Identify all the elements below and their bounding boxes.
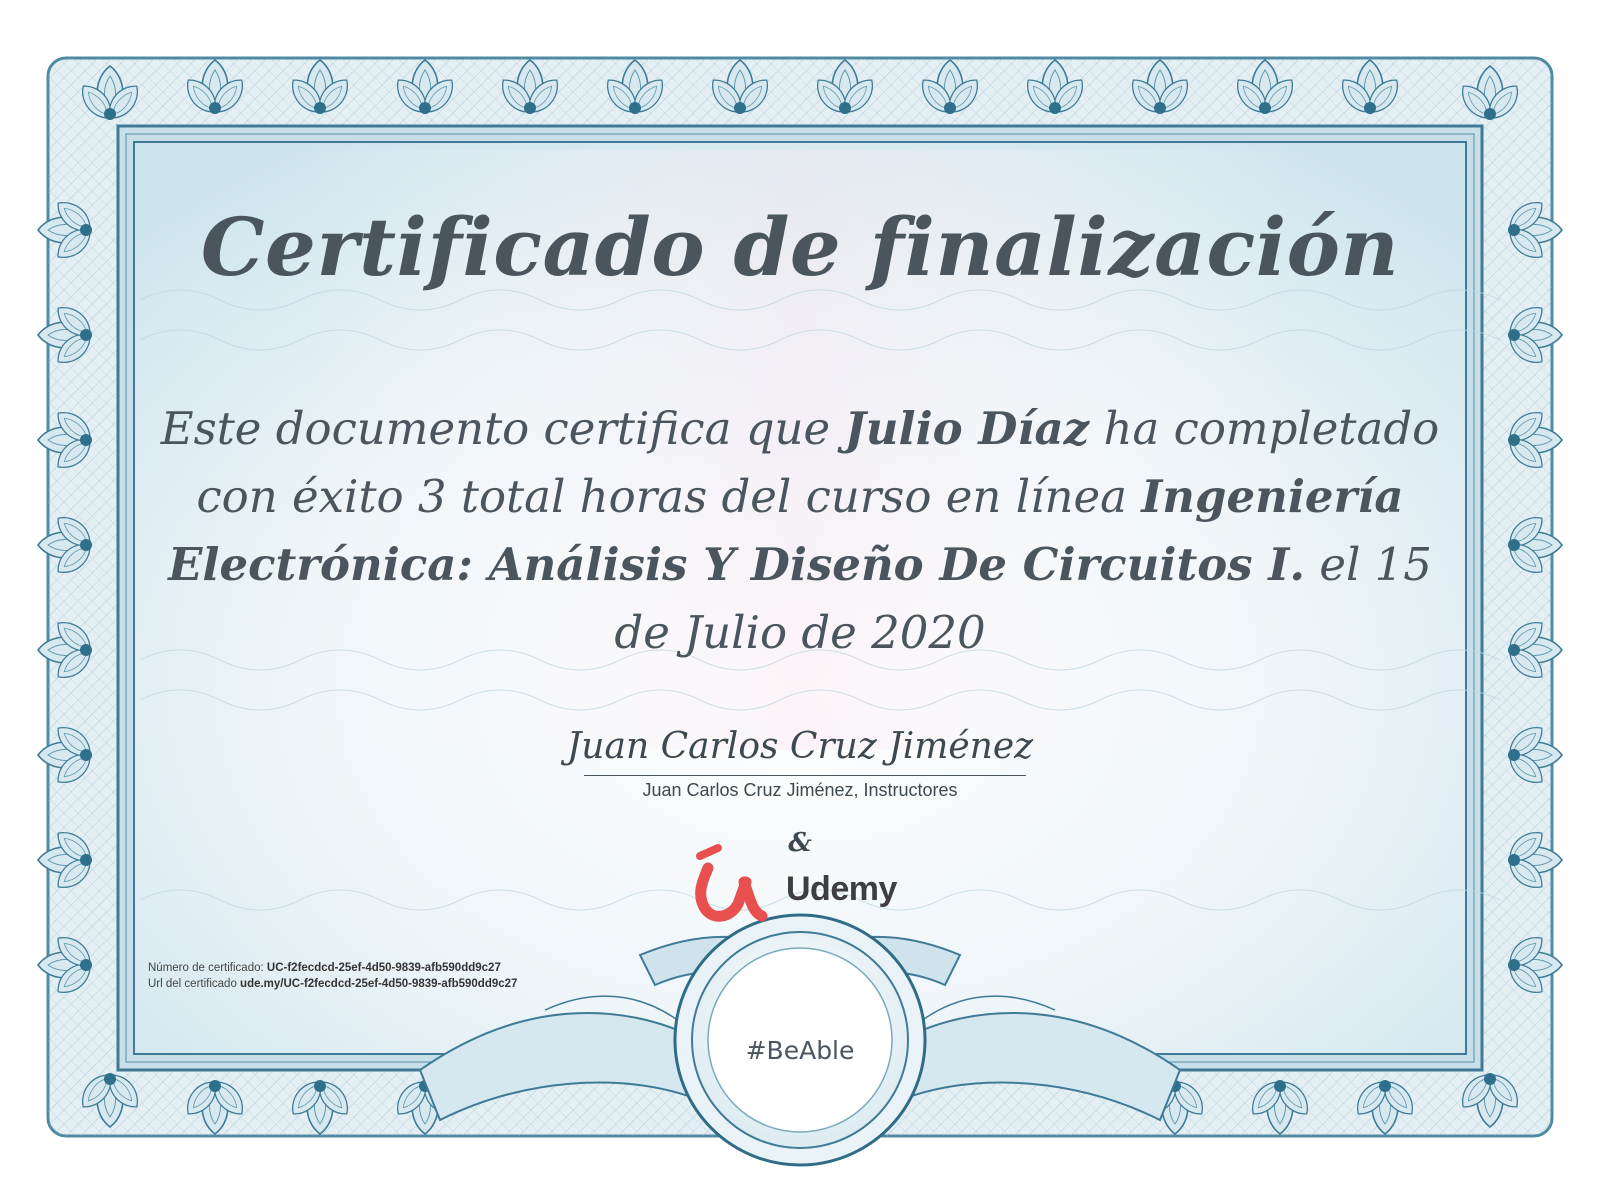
seal-hashtag: #BeAble <box>745 1036 855 1065</box>
certificate-url-link[interactable]: ude.my/UC-f2fecdcd-25ef-4d50-9839-afb590dd9c27 <box>240 978 518 990</box>
certificate-url-row <box>148 976 517 992</box>
statement-intro: Este documento certifica que <box>160 402 831 455</box>
certificate-url-label: Url del certificado <box>148 978 237 990</box>
certificate-statement <box>160 395 1440 667</box>
course-title: Ingeniería Electrónica: Análisis Y Diseño De Circuitos I. <box>168 470 1404 591</box>
signature-image <box>560 726 1034 767</box>
certificate-number-row <box>148 960 517 976</box>
recipient-name: Julio Díaz <box>844 402 1090 455</box>
statement-middle: ha completado con éxito 3 total horas del curso en línea <box>196 402 1440 523</box>
svg-text:Juan Carlos Cruz Jiménez: Juan Carlos Cruz Jiménez <box>566 726 1034 767</box>
certificate-metadata <box>148 960 517 992</box>
completion-date: el 15 de Julio de 2020 <box>614 538 1432 659</box>
certificate-title: Certificado de finalización <box>200 200 1400 294</box>
signature-line <box>584 775 1026 776</box>
certificate-number-label: Número de certificado: <box>148 962 264 974</box>
certificate-number-value: UC-f2fecdcd-25ef-4d50-9839-afb590dd9c27 <box>266 962 501 974</box>
ampersand: & <box>788 828 812 858</box>
signature-caption: Juan Carlos Cruz Jiménez, Instructores <box>642 780 958 800</box>
udemy-logo-text: Udemy <box>786 870 897 908</box>
